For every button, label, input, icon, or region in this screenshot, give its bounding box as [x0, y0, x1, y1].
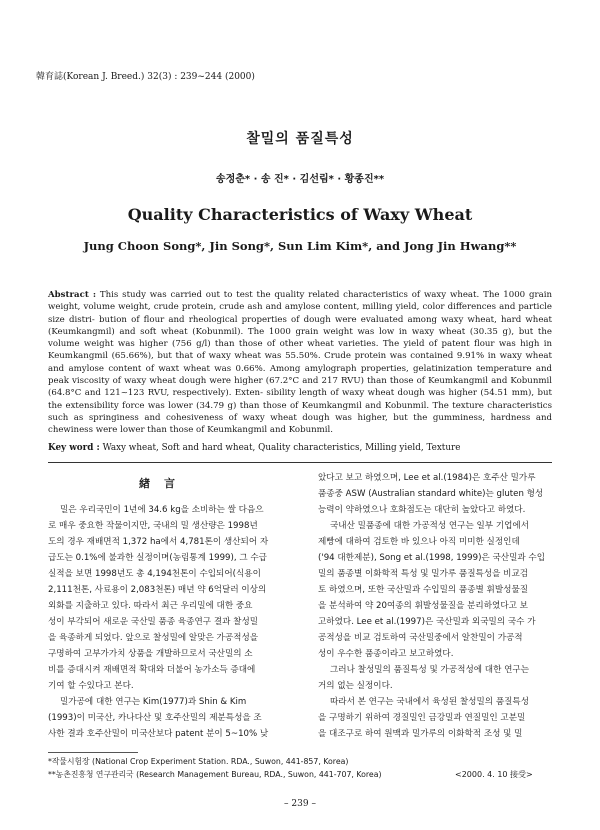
body-text-line: 도의 경우 재배면적 1,372 ha에서 4,781톤이 생산되어 자	[48, 537, 269, 547]
body-text-line: ('94 대한제분), Song et al.(1998, 1999)은 국산밀과 수입	[318, 553, 546, 563]
body-text-line: 거의 없는 실정이다.	[318, 681, 393, 691]
received-date: <2000. 4. 10 接受>	[455, 770, 533, 779]
body-text-line: 밀은 우리국민이 1년에 34.6 kg을 소비하는 쌀 다음으	[60, 505, 264, 515]
keywords-label: Key word :	[48, 443, 100, 453]
body-text-line: 공적성을 비교 검토하여 국산밀중에서 알찬밀이 가공적	[318, 633, 523, 643]
body-text-line: 품종중 ASW (Australian standard white)는 gluten 형성	[318, 489, 544, 499]
body-text-line: 국내산 밀품종에 대한 가공적성 연구는 일부 기업에서	[330, 521, 530, 531]
body-text-line: 2,111천톤, 사료용이 2,083천톤) 매년 약 6억달러 이상의	[48, 585, 267, 595]
body-text-line: 구명하여 고부가가치 상품을 개발하므로서 국산밀의 소	[48, 649, 253, 659]
body-text-line: 실적을 보면 1998년도 총 4,194천톤이 수입되어(식용이	[48, 569, 261, 579]
body-text-line: 사한 결과 호주산밀이 미국산보다 patent 분이 5~10% 낮	[48, 729, 269, 739]
body-text-line: 따라서 본 연구는 국내에서 육성된 찰성밀의 품질특성	[330, 697, 530, 707]
body-text-line: 았다고 보고 하였으며, Lee et al.(1984)은 호주산 밀가루	[318, 473, 536, 483]
body-text-line: 토 하였으며, 또한 국산밀과 수입밀의 품종별 휘발성물질	[318, 585, 529, 595]
section-heading: 緖言	[139, 477, 189, 490]
body-text-line: 급도는 0.1%에 불과한 실정이며(농림통계 1999), 그 수급	[48, 553, 267, 563]
footnote-affiliation-1: *작물시험장 (National Crop Experiment Station. RDA., Suwon, 441-857, Korea)	[48, 757, 349, 766]
abstract-line: soft wheat (Kobunmil). The 1000 grain weight was low in waxy wheat (30.35 g), but the volume weight was higher	[48, 326, 552, 350]
section-divider	[48, 462, 552, 463]
footnote-affiliation-2: **농촌진흥청 연구관리국 (Research Management Bureau, RDA., Suwon, 441-707, Korea)	[48, 770, 382, 779]
body-text-line: 제빵에 대하여 검토한 바 있으나 아직 미미한 실정인데	[318, 537, 520, 547]
footnote-divider	[48, 752, 138, 753]
abstract-line: (67.2°C and 217 RVU) than those of Keumkangmil and Kobunmil (64.8°C and 121~123 RVU, respectively). Exten-	[48, 376, 553, 399]
body-text-line: 고하였다. Lee et al.(1997)은 국산밀과 외국밀의 국수 가	[318, 617, 536, 627]
body-text-line: 을 분석하여 약 20여종의 휘발성물질을 분리하였다고 보	[318, 601, 528, 611]
abstract-line: was higher, but the gumminess, hardness and chewiness were lower than those of Keumkangmil and Kobunmil.	[48, 412, 552, 436]
body-text-line: 비를 증대시켜 재배면적 확대와 더불어 농가소득 증대에	[48, 665, 256, 675]
right-column	[318, 470, 550, 742]
keywords	[48, 443, 568, 453]
page-number: – 239 –	[284, 799, 316, 809]
body-text-line: 외화를 지출하고 있다. 따라서 최근 우리밀에 대한 중요	[48, 601, 253, 611]
abstract-line: sibility length of waxy wheat dough was higher (54.51 mm), but the extensibility force was lower (34.79 g) than those	[48, 388, 553, 411]
abstract-line: of Keumkangmil and Kobunmil. The texture characteristics such as springiness and cohesiveness of waxy wheat dough	[48, 400, 553, 423]
keywords-text: Waxy wheat, Soft and hard wheat, Quality characteristics, Milling yield, Texture	[102, 443, 461, 453]
journal-citation: 韓育誌(Korean J. Breed.) 32(3) : 239~244 (2000)	[36, 72, 255, 82]
abstract-line: volume weight, crude protein, crude ash and amylose content, milling yield, color differences and particle size distri-	[48, 302, 553, 325]
abstract-line: 0.66%. Among amylograph properties, gelatinization temperature and peak viscosity of waxy wheat dough were higher	[48, 363, 552, 387]
body-text-line: 기여 할 수있다고 본다.	[48, 681, 134, 691]
abstract-label: Abstract :	[48, 290, 97, 300]
right-column-body	[318, 470, 550, 742]
abstract-line: (756 g/l) than those of other wheat varieties. The yield of patent flour was high in Keumkangmil (65.66%), but that of	[48, 339, 553, 362]
english-title: Quality Characteristics of Waxy Wheat	[127, 205, 473, 224]
body-text-line: 성이 우수한 품종이라고 보고하였다.	[318, 649, 454, 659]
korean-title: 찰밀의 품질특성	[246, 131, 354, 147]
body-text-line: 그러나 찰성밀의 품질특성 및 가공적성에 대한 연구는	[330, 665, 530, 675]
english-authors: Jung Choon Song*, Jin Song*, Sun Lim Kim*, and Jong Jin Hwang**	[83, 239, 517, 253]
body-text-line: 능력이 약하였으나 호화점도는 대단히 높았다고 하였다.	[318, 505, 526, 515]
left-column-body	[48, 502, 280, 742]
body-text-line: 로 매우 중요한 작물이지만, 국내의 밀 생산량은 1998년	[48, 521, 258, 531]
body-text-line: 밀가공에 대한 연구는 Kim(1977)과 Shin & Kim	[60, 697, 247, 707]
body-text-line: 밀의 품종별 이화학적 특성 및 밀가루 품질특성을 비교검	[318, 569, 529, 579]
body-text-line: 성이 부각되어 새로운 국산밀 품종 육종연구 결과 찰성밀	[48, 617, 259, 627]
abstract-line: This study was carried out to test the quality related characteristics of waxy wheat. The 1000 grain weight,	[48, 290, 552, 313]
korean-authors: 송정춘* · 송 진* · 김선림* · 황종진**	[215, 174, 385, 185]
abstract-line: bution of flour and rheological properties of dough were evaluated among waxy wheat, hard wheat (Keumkangmil) and	[48, 314, 552, 337]
abstract-line: waxy wheat was 55.50%. Crude protein was contained 9.91% in waxy wheat and amylose content of waxt wheat was	[48, 351, 552, 374]
left-column	[48, 470, 280, 742]
body-text-line: 을 구명하기 위하여 경질밀인 금강밀과 연질밀인 고분밀	[318, 713, 526, 723]
body-text-line: 을 육종하게 되었다. 앞으로 찰성밀에 알맞은 가공적성을	[48, 633, 259, 643]
body-text-line: (1993)이 미국산, 카나다산 및 호주산밀의 제분특성을 조	[48, 713, 262, 723]
abstract	[48, 289, 552, 437]
body-text-line: 을 대조구로 하여 원맥과 밀가루의 이화학적 조성 및 밀	[318, 729, 523, 739]
